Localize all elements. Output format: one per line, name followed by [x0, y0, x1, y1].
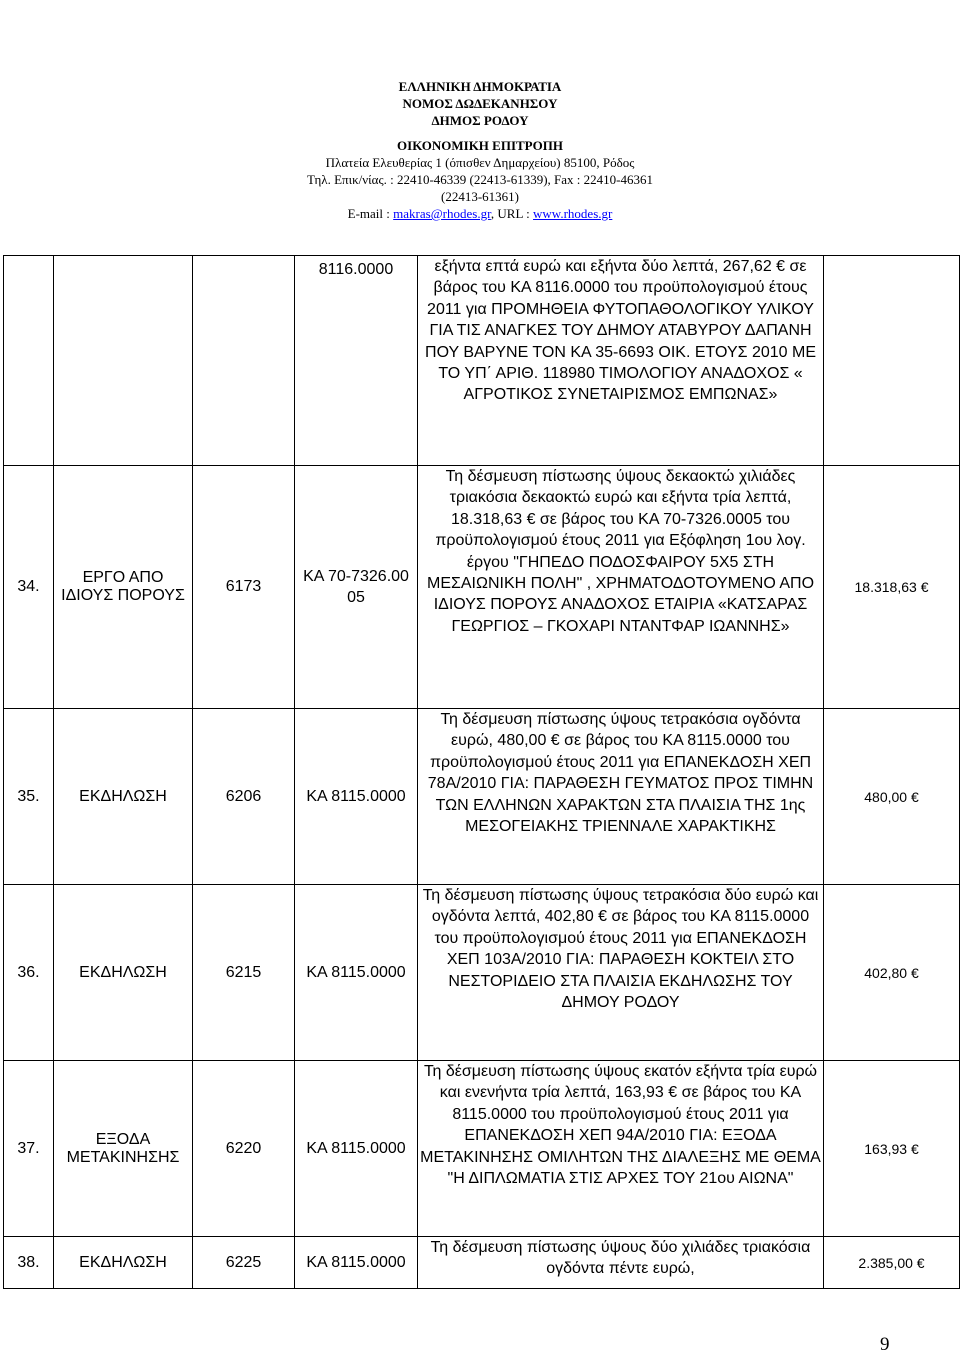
letterhead-prefecture: ΝΟΜΟΣ ΔΩΔΕΚΑΝΗΣΟΥ	[402, 96, 558, 111]
letterhead-municipality: ΔΗΜΟΣ ΡΟΔΟΥ	[431, 113, 529, 128]
page-number: 9	[880, 1334, 890, 1355]
letterhead-committee: ΟΙΚΟΝΟΜΙΚΗ ΕΠΙΤΡΟΠΗ	[397, 138, 563, 153]
row-description: εξήντα επτά ευρώ και εξήντα δύο λεπτά, 267,62 € σε βάρος του ΚΑ 8116.0000 του προϋπολογισμού έτους 2011 για ΠΡΟΜΗΘΕΙΑ ΦΥΤΟΠΑΘΟΛΟΓΙΚΟΥ ΥΛΙΚΟΥ ΓΙΑ ΤΙΣ ΑΝΑΓΚΕΣ ΤΟΥ ΔΗΜΟΥ ΑΤΑΒΥΡΟΥ ΔΑΠΑΝΗ ΠΟΥ ΒΑΡΥΝΕ ΤΟΝ ΚΑ 35-6693 ΟΙΚ. ΕΤΟΥΣ 2010 ΜΕ ΤΟ ΥΠ΄ ΑΡΙΘ. 118980 ΤΙΜΟΛΟΓΙΟΥ ΑΝΑΔΟΧΟΣ « ΑΓΡΟΤΙΚΟΣ ΣΥΝΕΤΑΙΡΙΣΜΟΣ ΕΜΠΩΝΑΣ»	[418, 256, 824, 466]
table-row	[4, 1061, 960, 1237]
row-description: Τη δέσμευση πίστωσης ύψους τετρακόσια δύο ευρώ και ογδόντα λεπτά, 402,80 € σε βάρος του ΚΑ 8115.0000 του προϋπολογισμού έτους 2011 για ΕΠΑΝΕΚΔΟΣΗ ΧΕΠ 103Α/2010 ΓΙΑ: ΠΑΡΑΘΕΣΗ ΚΟΚΤΕΙΛ ΣΤΟ ΝΕΣΤΟΡΙΔΕΙΟ ΣΤΑ ΠΛΑΙΣΙΑ ΕΚΔΗΛΩΣΗΣ ΤΟΥ ΔΗΜΟΥ ΡΟΔΟΥ	[418, 885, 824, 1061]
row-category: ΕΚΔΗΛΩΣΗ	[54, 885, 193, 1061]
row-number: 36.	[4, 885, 54, 1061]
table-row	[4, 709, 960, 885]
letterhead	[290, 78, 670, 222]
row-code	[193, 256, 295, 466]
table-row	[4, 256, 960, 466]
url-label: , URL :	[490, 206, 534, 221]
row-budget-code: ΚΑ 8115.0000	[295, 885, 418, 1061]
row-number: 34.	[4, 466, 54, 709]
email-label: E-mail :	[347, 206, 394, 221]
row-code: 6220	[193, 1061, 295, 1237]
row-category	[54, 256, 193, 466]
row-code: 6225	[193, 1237, 295, 1289]
letterhead-phone: Τηλ. Επικ/νίας. : 22410-46339 (22413-61339), Fax : 22410-46361 (22413-61361)	[307, 172, 653, 204]
row-budget-code: ΚΑ 8115.0000	[295, 1237, 418, 1289]
email-link[interactable]: makras@rhodes.gr	[393, 206, 491, 221]
row-category: ΕΚΔΗΛΩΣΗ	[54, 709, 193, 885]
website-link[interactable]: www.rhodes.gr	[533, 206, 613, 221]
row-amount: 2.385,00 €	[824, 1237, 960, 1289]
letterhead-address: Πλατεία Ελευθερίας 1 (όπισθεν Δημαρχείου) 85100, Ρόδος	[325, 155, 635, 170]
row-amount: 480,00 €	[824, 709, 960, 885]
row-amount: 163,93 €	[824, 1061, 960, 1237]
row-amount: 18.318,63 €	[824, 466, 960, 709]
row-description: Τη δέσμευση πίστωσης ύψους τετρακόσια ογδόντα ευρώ, 480,00 € σε βάρος του ΚΑ 8115.0000 του προϋπολογισμού έτους 2011 για ΕΠΑΝΕΚΔΟΣΗ ΧΕΠ 78Α/2010 ΓΙΑ: ΠΑΡΑΘΕΣΗ ΓΕΥΜΑΤΟΣ ΠΡΟΣ ΤΙΜΗΝ ΤΩΝ ΕΛΛΗΝΩΝ ΧΑΡΑΚΤΩΝ ΣΤΑ ΠΛΑΙΣΙΑ ΤΗΣ 1ης ΜΕΣΟΓΕΙΑΚΗΣ ΤΡΙΕΝΝΑΛΕ ΧΑΡΑΚΤΙΚΗΣ	[418, 709, 824, 885]
row-description: Τη δέσμευση πίστωσης ύψους δύο χιλιάδες τριακόσια ογδόντα πέντε ευρώ,	[418, 1237, 824, 1289]
commitments-table	[3, 255, 960, 1289]
row-description: Τη δέσμευση πίστωσης ύψους δεκαοκτώ χιλιάδες τριακόσια δεκαοκτώ ευρώ και εξήντα τρία λεπτά, 18.318,63 € σε βάρος του ΚΑ 70-7326.0005 του προϋπολογισμού έτους 2011 για Εξόφληση 1ου λογ. έργου "ΓΗΠΕΔΟ ΠΟΔΟΣΦΑΙΡΟΥ 5Χ5 ΣΤΗ ΜΕΣΑΙΩΝΙΚΗ ΠΟΛΗ" , ΧΡΗΜΑΤΟΔΟΤΟΥΜΕΝΟ ΑΠΟ ΙΔΙΟΥΣ ΠΟΡΟΥΣ ΑΝΑΔΟΧΟΣ ΕΤΑΙΡΙΑ «ΚΑΤΣΑΡΑΣ ΓΕΩΡΓΙΟΣ – ΓΚΟΧΑΡΙ ΝΤΑΝΤΦΑΡ ΙΩΑΝΝΗΣ»	[418, 466, 824, 709]
row-description: Τη δέσμευση πίστωσης ύψους εκατόν εξήντα τρία ευρώ και ενενήντα τρία λεπτά, 163,93 € σε βάρος του ΚΑ 8115.0000 του προϋπολογισμού έτους 2011 για ΕΠΑΝΕΚΔΟΣΗ ΧΕΠ 94Α/2010 ΓΙΑ: ΕΞΟΔΑ ΜΕΤΑΚΙΝΗΣΗΣ ΟΜΙΛΗΤΩΝ ΤΗΣ ΔΙΑΛΕΞΗΣ ΜΕ ΘΕΜΑ "Η ΔΙΠΛΩΜΑΤΙΑ ΣΤΙΣ ΑΡΧΕΣ ΤΟΥ 21ου ΑΙΩΝΑ"	[418, 1061, 824, 1237]
row-code: 6215	[193, 885, 295, 1061]
row-amount: 402,80 €	[824, 885, 960, 1061]
row-number: 38.	[4, 1237, 54, 1289]
row-number: 35.	[4, 709, 54, 885]
row-budget-code: 8116.0000	[295, 256, 418, 466]
row-code: 6173	[193, 466, 295, 709]
letterhead-republic: ΕΛΛΗΝΙΚΗ ΔΗΜΟΚΡΑΤΙΑ	[398, 79, 562, 94]
row-category: ΕΞΟΔΑ ΜΕΤΑΚΙΝΗΣΗΣ	[54, 1061, 193, 1237]
table-row	[4, 885, 960, 1061]
row-code: 6206	[193, 709, 295, 885]
table-row	[4, 466, 960, 709]
row-number	[4, 256, 54, 466]
letterhead-contact	[290, 205, 670, 222]
row-category: ΕΚΔΗΛΩΣΗ	[54, 1237, 193, 1289]
row-budget-code: ΚΑ 8115.0000	[295, 709, 418, 885]
table-row	[4, 1237, 960, 1289]
row-category: ΕΡΓΟ ΑΠΟ ΙΔΙΟΥΣ ΠΟΡΟΥΣ	[54, 466, 193, 709]
row-number: 37.	[4, 1061, 54, 1237]
row-budget-code: ΚΑ 70-7326.00 05	[295, 466, 418, 709]
row-budget-code: ΚΑ 8115.0000	[295, 1061, 418, 1237]
row-amount	[824, 256, 960, 466]
